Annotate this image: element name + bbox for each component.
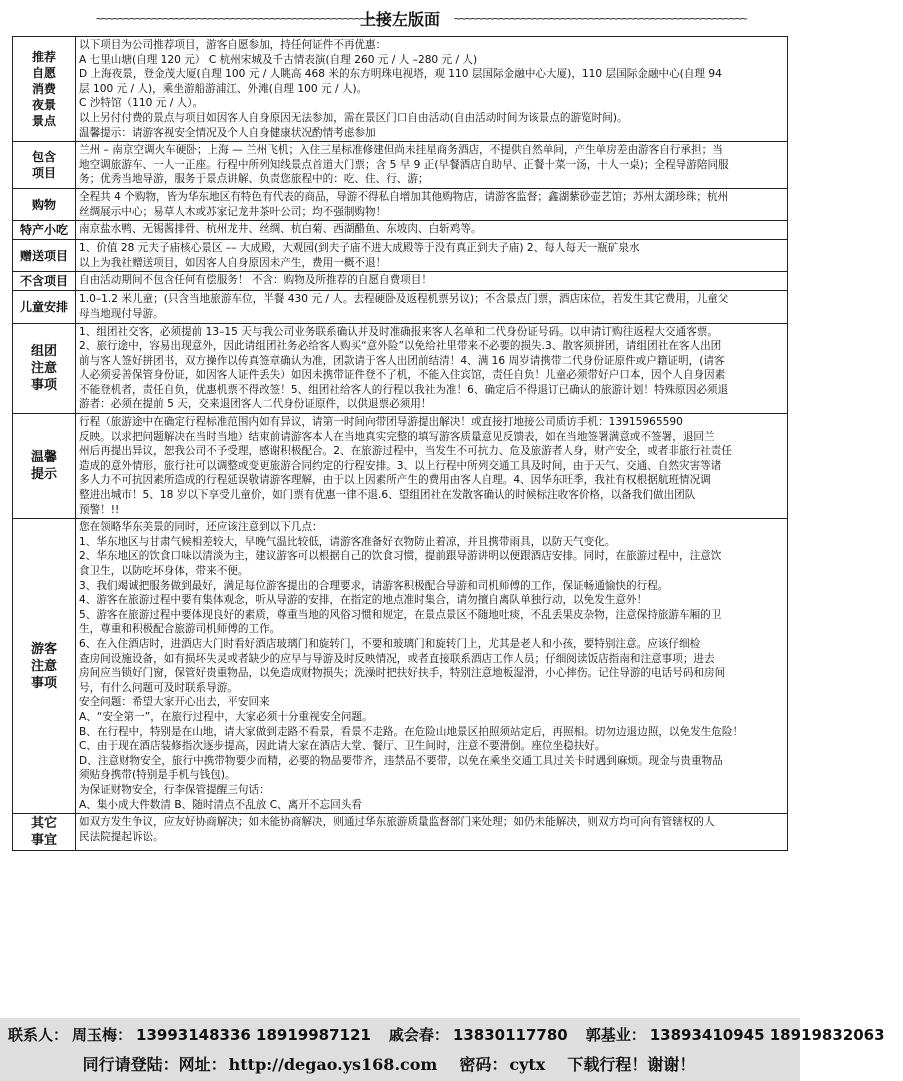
website-line	[0, 1052, 800, 1075]
section-label-line: 提示	[30, 467, 57, 483]
content-included	[76, 142, 788, 189]
content-line: 地空调旅游车、一人一正座。行程中所列知线景点首道大门票；含 5 早 9 正(早餐酒店自助早、正餐十菜一汤，十人一桌)；全程导游陪同服	[79, 158, 729, 171]
section-label-line: 购物	[31, 197, 56, 212]
password-label: 密码：	[459, 1055, 508, 1074]
section-label-line: 游客	[30, 641, 57, 657]
section-label-line: 注意	[30, 360, 57, 376]
content-line: 全程共 4 个购物，皆为华东地区有特色有代表的商品，导游不得私自增加其他购物店，请游客监督；鑫湖紫砂壶艺馆；苏州太湖珍珠；杭州	[79, 190, 729, 203]
section-label-line: 景点	[31, 114, 56, 129]
section-label-line: 自愿	[31, 66, 56, 81]
label-gift	[13, 240, 76, 272]
content-line: 生，尊重和积极配合旅游司机师傅的工作。	[79, 623, 281, 636]
login-label: 同行请登陆：网址：	[82, 1055, 227, 1074]
contact-label: 联系人：	[8, 1026, 69, 1044]
content-line: D、注意财物安全，旅行中携带物要少而精，必要的物品要带齐，违禁品不要带，以免在乘坐交通工具过关卡时遇到麻烦。现金与贵重物品	[79, 754, 723, 767]
content-line: 整进出城市！5、18 岁以下享受儿童价，如门票有优惠一律不退.6、望组团社在发散客确认的时候标注收客价格，以备我们做出团队	[79, 489, 696, 502]
row-other	[13, 814, 788, 851]
label-excluded	[13, 272, 76, 291]
download-note: 下载行程！谢谢！	[567, 1055, 696, 1074]
contact-footer	[0, 1018, 885, 1081]
label-recommend	[13, 37, 76, 142]
section-label-line: 赠送项目	[19, 248, 68, 263]
content-line: 母当地现付导游。	[79, 307, 164, 320]
content-line: 1、华东地区与甘肃气候相差较大，早晚气温比较低，请游客准备好衣物防止着凉，并且携带雨具，以防天气变化。	[79, 535, 616, 548]
content-shopping	[76, 188, 788, 220]
content-line: 民法院提起诉讼。	[79, 830, 164, 843]
label-included	[13, 142, 76, 189]
website-url[interactable]: http://degao.ys168.com	[228, 1055, 438, 1074]
label-group-notes	[13, 323, 76, 414]
content-snacks	[76, 221, 788, 240]
page-header	[10, 6, 790, 30]
content-line: 南京盐水鸭、无锡酱排骨、杭州龙井、丝绸、杭白菊、西湖醋鱼、东坡肉、白斩鸡等。	[79, 223, 482, 236]
contact-phone: 13893410945 18919832063	[649, 1026, 885, 1044]
content-line: 丝绸展示中心；易草人木或苏家记龙井茶叶公司；均不强制购物！	[79, 205, 387, 218]
section-label-line: 项目	[31, 166, 56, 181]
content-line: C 沙特馆（110 元 / 人）。	[79, 97, 204, 110]
content-line: 务；优秀当地导游，服务于景点讲解、负责您旅程中的：吃、住、行、游；	[79, 173, 429, 186]
label-children	[13, 291, 76, 323]
content-line: 须贴身携带(特别是手机与钱包)。	[79, 769, 236, 782]
password-value: cytx	[509, 1055, 546, 1074]
row-children	[13, 291, 788, 323]
content-children	[76, 291, 788, 323]
content-line: 4、游客在旅游过程中要有集体观念，听从导游的安排，在指定的地点准时集合，请勿擅自离队单独行动，以免发生意外！	[79, 594, 648, 607]
section-label-line: 组团	[30, 343, 57, 359]
content-line: 预警！!!	[79, 503, 120, 516]
section-label-line: 消费	[31, 82, 56, 97]
label-other	[13, 814, 76, 851]
content-gift	[76, 240, 788, 272]
content-line: 1.0–1.2 米儿童；(只含当地旅游车位，半餐 430 元 / 人。去程硬卧及返程机票另议)；不含景点门票，酒店床位，若发生其它费用，儿童父	[79, 293, 729, 306]
content-warm-tips	[76, 414, 788, 519]
content-line: 1、组团社交客，必须提前 13–15 天与我公司业务联系确认并及时准确报来客人名单和二代身份证号码。以申请订购往返程大交通客票。	[79, 325, 718, 338]
row-recommend	[13, 37, 788, 142]
content-excluded	[76, 272, 788, 291]
content-line: 以上为我社赠送项目，如因客人自身原因未产生，费用一概不退！	[79, 256, 387, 269]
content-line: 为保证财物安全，行李保管提醒三句话：	[79, 783, 270, 796]
content-line: 安全问题：希望大家开心出去，平安回来	[79, 696, 270, 709]
content-recommend	[76, 37, 788, 142]
itinerary-table	[12, 36, 788, 851]
section-label-line: 儿童安排	[19, 299, 68, 314]
label-travel-notes	[13, 519, 76, 814]
content-line: A、集小成大件数清 B、随时清点不乱放 C、离开不忘回头看	[79, 798, 362, 811]
content-line: 行程（旅游途中在确定行程标准范围内如有异议，请第一时间向带团导游提出解决！或直接打地接公司质访手机：13915965590	[79, 416, 683, 429]
content-line: 查房间设施设备，如有损坏失灵或者缺少的应早与导游及时反映情况，或者直接联系酒店工作人员；仔细阅读饭店指南和注意事项；进去	[79, 652, 715, 665]
contact-phone: 13993148336 18919987121	[136, 1026, 371, 1044]
content-line: 以下项目为公司推荐项目，游客自愿参加，持任何证件不再优惠：	[79, 39, 387, 51]
label-snacks	[13, 221, 76, 240]
content-line: A 七里山塘(自理 120 元） C 杭州宋城及千古情表演(自理 260 元 / 人 –280 元 / 人)	[79, 53, 478, 66]
content-line: 反映。以求把问题解决在当时当地）结束前请游客本人在当地真实完整的填写游客质量意见反馈表，如在当地签署满意或不签署，退回兰	[79, 430, 715, 443]
section-label-line: 不含项目	[19, 274, 68, 289]
contact-name: 戚会春：	[388, 1026, 449, 1044]
page-title: 上接左版面	[359, 9, 440, 29]
label-warm-tips	[13, 414, 76, 519]
content-line: 您在领略华东美景的同时，还应该注意到以下几点：	[79, 521, 323, 534]
content-line: 以上另付付费的景点与项目如因客人自身原因无法参加，需在景区门口自由活动(自由活动时间为该景点的游览时间)。	[79, 111, 628, 124]
content-travel-notes	[76, 519, 788, 814]
row-excluded	[13, 272, 788, 291]
contact-name: 郭基业：	[585, 1026, 646, 1044]
row-snacks	[13, 221, 788, 240]
content-line: 如双方发生争议，应友好协商解决；如未能协商解决，则通过华东旅游质量监督部门来处理；如仍未能解决，则双方均可向有管辖权的人	[79, 816, 715, 829]
content-line: 号，有什么问题可及时联系导游。	[79, 681, 238, 694]
section-label-line: 其它	[30, 816, 57, 832]
content-line: B、在行程中，特别是在山地，请大家做到走路不看景，看景不走路。在危险山地景区拍照须站定后，再照相。切勿边退边照，以免发生危险！	[79, 725, 744, 738]
content-line: 1、价值 28 元夫子庙核心景区 –– 大成殿，大观园(到夫子庙不进大成殿等于没有真正到夫子庙) 2、每人每天一瓶矿泉水	[79, 242, 640, 255]
header-decoration-left: ~~~~~~~~~~~~~~~~~~~~~~~~~~~~~~~~~~~~~~~~~~~~~~~~~~~~	[95, 11, 389, 25]
content-line: 5、游客在旅游过程中要体现良好的素质，尊重当地的风俗习惯和规定，在景点景区不随地吐痰，不乱丢果皮杂物，注意保持旅游车厢的卫	[79, 608, 722, 621]
row-gift	[13, 240, 788, 272]
content-line: D 上海夜景，登金茂大厦(自理 100 元 / 人眺高 468 米的东方明珠电视塔，观 110 层国际金融中心大厦)，110 层国际金融中心(自理 94	[79, 68, 722, 81]
row-warm-tips	[13, 414, 788, 519]
row-group-notes	[13, 323, 788, 414]
contact-phone: 13830117780	[452, 1026, 568, 1044]
section-label-line: 夜景	[31, 98, 56, 113]
section-label-line: 温馨	[30, 450, 57, 466]
content-line: 2、旅行途中，容易出现意外，因此请组团社务必给客人购买“意外险”以免给社里带来不必要的损失.3、散客须拼团，请组团社在客人出团	[79, 340, 722, 353]
section-label-line: 特产小吃	[19, 223, 68, 238]
content-line: 食卫生，以防吃坏身体，带来不便。	[79, 565, 249, 577]
contact-name: 周玉梅：	[72, 1026, 133, 1044]
content-line: 温馨提示：请游客视安全情况及个人自身健康状况酌情考虑参加	[79, 126, 376, 139]
content-line: 房间应当锁好门窗，保管好贵重物品，以免造成财物损失；洗澡时把扶好扶手，特别注意地板湿滑，小心摔伤。记住导游的电话号码和房间	[79, 667, 726, 680]
content-line: 造成的意外情形，旅行社可以调整或变更旅游合同约定的行程安排。3、以上行程中所列交通工具及时间，由于天气、交通、自然灾害等诸	[79, 459, 722, 472]
content-group-notes	[76, 323, 788, 414]
content-line: 层 100 元 / 人)，乘坐游船游浦江、外滩(自理 100 元 / 人)。	[79, 82, 368, 95]
content-line: 3、我们竭诚把服务做到最好，满足每位游客提出的合理要求，请游客积极配合导游和司机师傅的工作，保证畅通愉快的行程。	[79, 579, 669, 592]
content-line: 不能登机者，责任自负，优惠机票不得改签！5、组团社给客人的行程以我社为准！6、确定后不得退订已确认的旅游计划！特殊原因必须退	[79, 383, 729, 396]
content-line: 州后再提出异议，恕我公司不予受理，感谢积极配合。2、在旅游过程中，当发生不可抗力、危及旅游者人身，财产安全，或者非旅行社责任	[79, 445, 732, 458]
section-label-line: 注意	[30, 658, 57, 674]
content-line: 多人力不可抗因素所造成的行程延误敬请游客理解，由于以上因素所产生的费用由客人自理。4、因华东旺季，我社有权根据航班情况调	[79, 474, 711, 487]
content-line: A、“安全第一”，在旅行过程中，大家必须十分重视安全问题。	[79, 710, 373, 723]
content-line: C、由于现在酒店装修指次逐步提高，因此请大家在酒店大堂、餐厅、卫生间时，注意不要滑倒。座位坐稳扶好。	[79, 740, 606, 753]
row-included	[13, 142, 788, 189]
label-shopping	[13, 188, 76, 220]
section-label-line: 事宜	[30, 833, 57, 849]
section-label-line: 事项	[30, 377, 57, 393]
content-line: 前与客人签好拼团书，双方操作以传真签章确认为准，团款请于客人出团前结清！4、满 16 周岁请携带二代身份证原件或户籍证明，(请客	[79, 354, 725, 367]
section-label-line: 事项	[30, 675, 57, 691]
contact-line	[8, 1024, 903, 1045]
content-line: 人必须妥善保管身份证，如因客人证件丢失）如因未携带证件登不了机，不能入住宾馆，责任自负！儿童必须带好户口本，因个人自身因素	[79, 369, 726, 382]
header-decoration-right: ~~~~~~~~~~~~~~~~~~~~~~~~~~~~~~~~~~~~~~~~~~~~~~~~~~~~	[454, 11, 747, 25]
content-line: 游者：必须在提前 5 天，交来退团客人二代身份证原件，以供退票必须用！	[79, 398, 432, 411]
content-other	[76, 814, 788, 851]
section-label-line: 包含	[31, 150, 56, 165]
row-travel-notes	[13, 519, 788, 814]
content-line: 6、在入住酒店时，进酒店大门时看好酒店玻璃门和旋转门，不要和玻璃门和旋转门上，尤其是老人和小孩，要特别注意。应该仔细检	[79, 637, 701, 650]
content-line: 2、华东地区的饮食口味以清淡为主，建议游客可以根据自己的饮食习惯，提前跟导游讲明以便跟酒店安排。同时，在旅游过程中，注意饮	[79, 550, 722, 563]
row-shopping	[13, 188, 788, 220]
section-label-line: 推荐	[31, 50, 56, 65]
content-line: 兰州 – 南京空调火车硬卧；上海 — 兰州飞机；入住三星标准修建但尚未挂星商务酒店，不提供自然单间，产生单房差由游客自行承担；当	[79, 144, 723, 157]
content-line: 自由活动期间不包含任何有偿服务！ 不含：购物及所推荐的自愿自费项目！	[79, 274, 432, 287]
